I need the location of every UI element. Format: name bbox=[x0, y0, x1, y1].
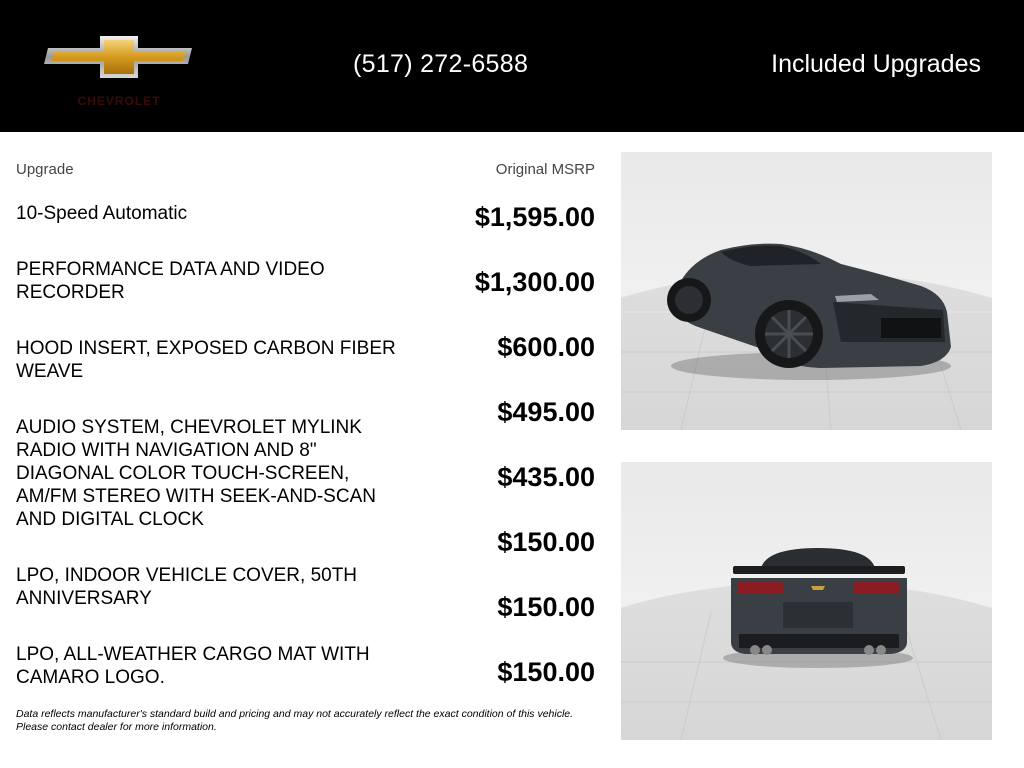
upgrade-item: LPO, ALL-WEATHER CARGO MAT WITH CAMARO LOGO. bbox=[16, 644, 370, 688]
upgrade-list bbox=[16, 202, 396, 689]
header-bar bbox=[0, 0, 1024, 132]
chevrolet-wordmark: CHEVROLET bbox=[77, 94, 161, 108]
column-header-msrp: Original MSRP bbox=[495, 161, 595, 178]
price-value: $1,300.00 bbox=[474, 267, 595, 297]
column-header-upgrade: Upgrade bbox=[16, 161, 74, 178]
price-value: $150.00 bbox=[497, 657, 595, 687]
price-value: $150.00 bbox=[497, 527, 595, 557]
upgrade-item: PERFORMANCE DATA AND VIDEO RECORDER bbox=[16, 259, 325, 303]
upgrade-item: HOOD INSERT, EXPOSED CARBON FIBER WEAVE bbox=[16, 338, 396, 382]
page-title: Included Upgrades bbox=[771, 50, 981, 78]
upgrade-item: LPO, INDOOR VEHICLE COVER, 50TH ANNIVERSARY bbox=[16, 565, 358, 609]
disclaimer-text: Data reflects manufacturer's standard build and pricing and may not accurately reflect the exact condition of this vehicle. Please contact dealer for more information. bbox=[16, 708, 574, 733]
price-value: $495.00 bbox=[497, 397, 595, 427]
chevrolet-logo[interactable] bbox=[44, 34, 194, 110]
upgrade-item: AUDIO SYSTEM, CHEVROLET MYLINK RADIO WITH NAVIGATION AND 8" DIAGONAL COLOR TOUCH-SCREEN, AM/FM STEREO WITH SEEK-AND-SCAN AND DIGITAL CLOCK bbox=[16, 417, 376, 530]
upgrade-item: 10-Speed Automatic bbox=[16, 203, 188, 224]
price-value: $600.00 bbox=[497, 332, 595, 362]
front-three-quarter-car-photo[interactable] bbox=[621, 152, 992, 430]
price-value: $435.00 bbox=[497, 462, 595, 492]
price-value: $1,595.00 bbox=[474, 202, 595, 232]
dealer-phone[interactable]: (517) 272-6588 bbox=[353, 50, 529, 78]
rear-car-photo[interactable] bbox=[621, 462, 992, 740]
price-list bbox=[475, 200, 595, 720]
price-value: $150.00 bbox=[497, 592, 595, 622]
